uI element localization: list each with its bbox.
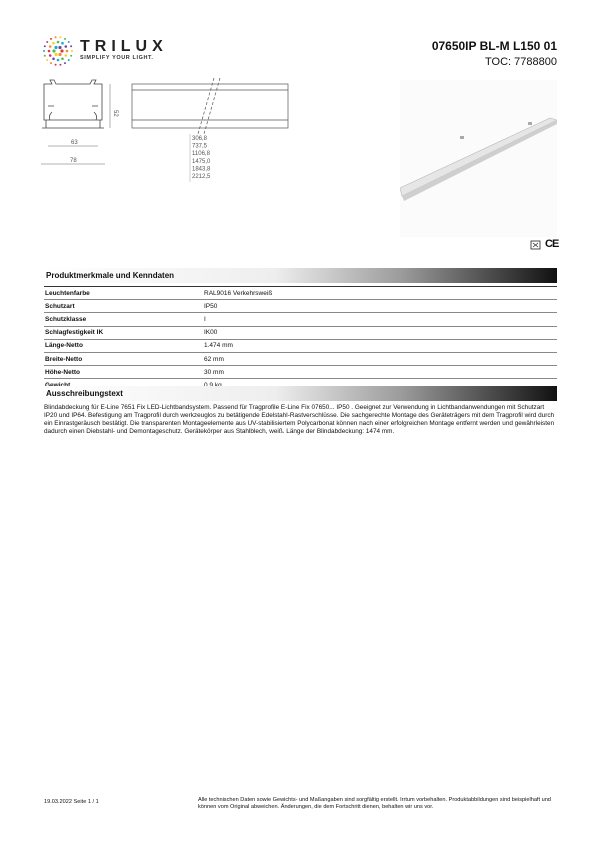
brand-name: TRILUX bbox=[80, 38, 168, 55]
spec-label: Breite-Netto bbox=[44, 352, 203, 365]
spec-row bbox=[44, 326, 557, 339]
dim-width-inner: 63 bbox=[71, 140, 78, 146]
spec-label: Länge-Netto bbox=[44, 339, 203, 352]
spec-label: Schutzklasse bbox=[44, 313, 203, 326]
spec-label: Schlagfestigkeit IK bbox=[44, 326, 203, 339]
footer-disclaimer: Alle technischen Daten sowie Gewichts- und Maßangaben sind sorgfältig erstellt. Irrtum vorbehalten. Produktabbildungen sind beispielhaft und können vom Original abweichen. Änderungen, die dem Fortschritt dienen, behalten wir uns vor. bbox=[198, 797, 551, 811]
trilux-logo-icon bbox=[40, 33, 76, 69]
length-option: 306,8 bbox=[192, 136, 208, 142]
length-option: 1475,0 bbox=[192, 158, 211, 165]
ce-mark-icon bbox=[530, 240, 542, 250]
spec-label: Schutzart bbox=[44, 300, 203, 313]
spec-row bbox=[44, 287, 557, 300]
specs-table bbox=[44, 286, 557, 393]
dim-height: 52 bbox=[112, 110, 118, 117]
spec-row bbox=[44, 339, 557, 352]
spec-row bbox=[44, 352, 557, 365]
spec-value: 1.474 mm bbox=[203, 339, 557, 352]
dim-width-outer: 78 bbox=[70, 158, 77, 164]
spec-label: Höhe-Netto bbox=[44, 366, 203, 379]
spec-value: 62 mm bbox=[203, 352, 557, 365]
spec-value: RAL9016 Verkehrsweiß bbox=[203, 287, 557, 300]
spec-row bbox=[44, 313, 557, 326]
length-option: 737,5 bbox=[192, 143, 208, 150]
length-option: 2212,5 bbox=[192, 174, 211, 180]
ce-mark: CE bbox=[545, 238, 559, 250]
footer-date-page: 19.03.2022 Seite 1 / 1 bbox=[44, 799, 99, 805]
product-photo bbox=[400, 80, 557, 237]
spec-row bbox=[44, 366, 557, 379]
brand-tagline: SIMPLIFY YOUR LIGHT. bbox=[80, 55, 154, 61]
spec-value: 30 mm bbox=[203, 366, 557, 379]
length-option: 1106,8 bbox=[192, 151, 210, 158]
description-header: Ausschreibungstext bbox=[44, 386, 557, 401]
product-toc: TOC: 7788800 bbox=[485, 56, 557, 68]
length-option: 1843,8 bbox=[192, 166, 211, 173]
product-code: 07650IP BL-M L150 01 bbox=[431, 39, 557, 53]
length-drawing bbox=[128, 76, 298, 186]
spec-value: I bbox=[203, 313, 557, 326]
spec-value: IK00 bbox=[203, 326, 557, 339]
cross-section-drawing bbox=[38, 76, 128, 168]
specs-header: Produktmerkmale und Kenndaten bbox=[44, 268, 557, 283]
spec-row bbox=[44, 300, 557, 313]
description-text: Blindabdeckung für E-Line 7651 Fix LED-Lichtbandsystem. Passend für Tragprofile E-Line Fix 07650... IP50 . Geeignet zur Verwendung in Lichtbandanwendungen mit Schutzart IP20 und IP64. Befestigung am Tragprofil durch werkzeuglos zu betätigende Edelstahl-Rastverschlüsse. Die sachgerechte Montage des Geräteträgers mit dem Tragprofil wird durch ein Einrastgeräusch bestätigt. Die transparenten Montageelemente aus UV-stabilisiertem Polycarbonat können nach einer erfolgreichen Montage entfernt werden und gewährleisten dadurch einen Diebstahl- und Demontageschutz. Gerätekörper aus Stahlblech, weiß. Länge der Blindabdeckung: 1474 mm. bbox=[44, 404, 555, 436]
spec-value: IP50 bbox=[203, 300, 557, 313]
spec-label: Leuchtenfarbe bbox=[44, 287, 203, 300]
